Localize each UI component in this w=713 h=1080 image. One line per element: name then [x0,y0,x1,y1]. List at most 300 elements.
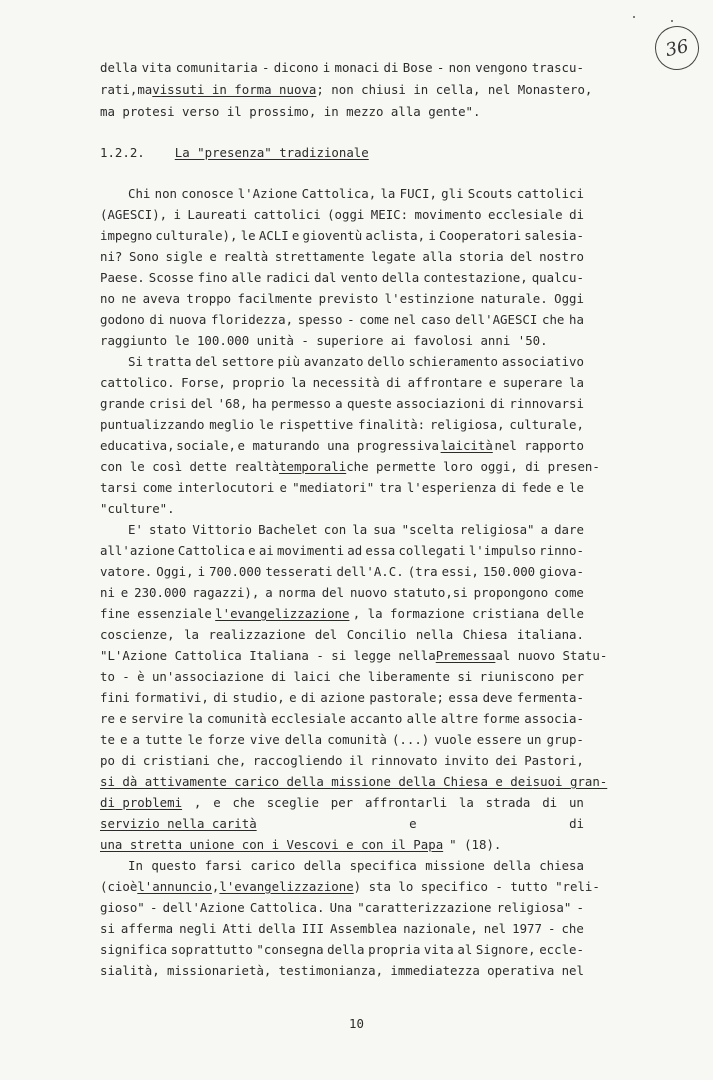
word: conosce [181,186,234,201]
word: l'impulso [468,543,536,558]
word: permesso [271,396,331,411]
word: grup- [546,732,584,747]
word: pastorale; [369,690,444,705]
scan-speck [671,20,673,22]
word: immediatezza [390,963,480,978]
word: la [187,711,203,726]
word: essa [448,690,479,705]
word: Cattolica, [301,186,377,201]
text-segment: sociale, [176,438,236,453]
text-segment: , [211,879,220,894]
scan-speck [633,16,635,18]
text-line [100,541,584,561]
word: salesia- [524,228,584,243]
word: del [195,354,218,369]
word: si [457,669,473,684]
word: di [149,312,165,327]
word: FUCI, [399,186,437,201]
text-segment: che [232,795,255,810]
word: sialità, [100,963,160,978]
word: Bose [402,60,433,75]
word: più [277,354,300,369]
text-segment: di [569,816,584,831]
word: cristiani [142,753,211,768]
word: fermenta- [516,690,584,705]
word: a [540,522,549,537]
word: comunità [207,711,267,726]
word: strettamente [274,249,365,264]
word: contestazione, [423,270,528,285]
word: liberamente [367,669,450,684]
word: altre [440,711,479,726]
word: vento [340,270,378,285]
text-line [100,730,584,750]
word: grande [100,396,145,411]
word: 230.000 [134,585,187,600]
text-line [100,289,584,309]
word: aveva [142,291,180,306]
underlined-phrase: temporali [279,459,347,474]
word: Assemblea [330,921,398,936]
word: gli [441,186,464,201]
word: la [380,186,396,201]
word: interlocutori [177,480,275,495]
word: rinnovarsi [509,396,584,411]
word: è [137,669,145,684]
word: radici [265,270,311,285]
word: Chi [128,186,151,201]
word: - [347,312,355,327]
word: un'associazione [151,669,264,684]
word: MEIC: [370,207,409,222]
word: nel [483,921,507,936]
text-segment: " (18). [449,837,502,852]
text-segment: con le così dette realtà [100,459,280,474]
word: cattolici [253,207,321,222]
text-line [100,793,584,813]
word: e [556,480,564,495]
text-line [128,184,584,204]
text-segment: la [458,795,474,810]
word: il [348,753,364,768]
word: 150.000 [482,564,536,579]
word: nella [415,627,454,642]
word: della [381,270,420,285]
word: gioso" [100,900,145,915]
word: tratta [146,354,192,369]
text-line [100,898,584,918]
word: vengono [475,60,528,75]
word: afferma [120,921,174,936]
text-line [100,835,584,855]
word: Si [128,354,143,369]
word: po [100,753,115,768]
text-line [100,751,584,771]
word: le [240,228,256,243]
word: le [187,732,203,747]
word: Oggi, [156,564,194,579]
word: sua [373,522,396,537]
word: godono [100,312,145,327]
word: qualcu- [531,270,584,285]
underlined-phrase: si dà attivamente carico della missione della Chiesa e dei [100,774,533,789]
word: raccogliendo [252,753,343,768]
word: del [314,627,338,642]
word: e [209,249,217,264]
word: "consegna [256,942,324,957]
word: Scosse [148,270,194,285]
word: vita [423,942,454,957]
text-line [100,562,584,582]
word: vive [249,732,280,747]
word: del [321,585,345,600]
word: di [383,60,399,75]
word: Laureati [187,207,248,222]
word: soprattutto [170,942,253,957]
word: cattolici [516,186,584,201]
word: gioventù [302,228,363,243]
word: (...) [391,732,430,747]
text-line [100,667,584,687]
word: di [213,690,229,705]
word: come [554,585,584,600]
underlined-phrase: di problemi [100,795,183,810]
text-segment: ma [137,82,153,97]
word: e [279,480,287,495]
word: azione [320,690,365,705]
word: - [576,900,584,915]
word: le [569,480,584,495]
word: religiosa" [496,900,572,915]
word: - [149,900,158,915]
word: trascu- [531,60,584,75]
text-line [100,394,584,414]
word: chiesa [539,858,584,873]
word: la [568,375,584,390]
word: ni [100,585,115,600]
word: caso [420,312,451,327]
text-segment: e maturando una progressiva [237,438,439,453]
word: Pastori, [524,753,584,768]
word: - [122,669,130,684]
word: collegati [398,543,466,558]
word: '68, [217,396,248,411]
word: Cattolica [177,543,245,558]
word: che, [216,753,247,768]
text-line [100,205,584,225]
text-segment: di [542,795,558,810]
text-line [100,102,584,122]
word: di [300,690,316,705]
word: "caratterizzazione [357,900,492,915]
underlined-phrase: l'evangelizzazione [219,879,354,894]
word: naturale. [480,291,548,306]
text-segment: , [193,795,202,810]
underlined-phrase: una stretta unione con i Vescovi e con il Papa [100,837,444,852]
word: dell'Azione [162,900,245,915]
word: laici [293,669,331,684]
word: rinno- [539,543,584,558]
word: In [128,858,143,873]
underlined-phrase: l'evangelizzazione [215,606,350,621]
word: vita [141,60,172,75]
word: religiosa" [459,522,535,537]
underlined-phrase: l'annuncio [137,879,212,894]
text-line [100,247,584,267]
word: dare [554,522,584,537]
word: ne [121,291,137,306]
word: dell'A.C. [336,564,404,579]
word: questo [151,858,197,873]
word: monaci [334,60,380,75]
section-number: 1.2.2. [100,145,145,160]
word: missione [425,858,485,873]
word: di [121,753,137,768]
word: movimento [414,207,482,222]
word: l'esperienza [406,480,497,495]
word: norma [278,585,316,600]
handwritten-page-annotation: 36 [651,22,703,74]
word: finalità: [357,417,426,432]
word: no [100,291,115,306]
word: essa [365,543,396,558]
word: Bachelet [258,522,318,537]
word: spesso [297,312,343,327]
word: e [291,228,300,243]
text-line [100,478,584,498]
word: settore [221,354,274,369]
word: a [132,732,141,747]
word: negli [179,921,217,936]
word: e [119,711,127,726]
word: ecclesiale [488,207,563,222]
text-line [100,877,600,897]
word: Oggi [554,291,584,306]
word: Paese. [100,270,145,285]
word: realizzazione [208,627,306,642]
word: e [120,585,129,600]
word: - [262,60,270,75]
word: Una [329,900,353,915]
word: 1977 [512,921,542,936]
text-line [100,688,584,708]
word: crisi [149,396,187,411]
text-line [100,709,584,729]
underlined-phrase: servizio nella carità [100,816,257,831]
word: del [510,249,533,264]
text-segment: ; non chiusi in cella, nel Monastero, [316,82,593,97]
word: un [526,732,542,747]
text-line [100,919,584,939]
underlined-phrase: laicità [440,438,493,453]
word: della [327,942,365,957]
word: legate [370,249,416,264]
text-line [128,856,584,876]
word: alle [406,711,437,726]
word: re [100,711,115,726]
text-line [100,499,584,519]
word: per [561,669,584,684]
text-segment: che permette loro oggi, di presen- [346,459,600,474]
word: di [271,669,287,684]
word: di [501,480,517,495]
word: sigle [165,249,203,264]
word: la [184,627,199,642]
word: dal [314,270,337,285]
word: fini [100,690,130,705]
text-line [100,814,584,834]
word: i [197,564,206,579]
word: a [335,396,343,411]
word: riuniscono [479,669,555,684]
word: operativa [487,963,555,978]
word: meglio [209,417,255,432]
word: realtà [223,249,269,264]
word: associativo [501,354,584,369]
word: associazioni [396,396,486,411]
text-line [100,58,584,78]
text-line [100,373,584,393]
word: i [173,207,182,222]
word: nuovo [349,585,388,600]
text-segment: e [213,795,221,810]
text-line [100,961,584,981]
word: vuole [434,732,472,747]
word: ai [258,543,274,558]
word: formativi, [134,690,209,705]
word: della [258,921,296,936]
word: ACLI [258,228,289,243]
word: missionarietà, [166,963,272,978]
word: alla [422,249,453,264]
word: e [248,543,256,558]
word: impegno [100,228,153,243]
text-segment: al nuovo Statu- [495,648,608,663]
text-segment: nel rapporto [494,438,584,453]
word: nostro [539,249,584,264]
word: vatore. [100,564,153,579]
word: (tra [407,564,438,579]
word: affrontare [407,375,483,390]
word: italiana. [516,627,584,642]
text-line [100,457,600,477]
word: come [142,480,173,495]
word: della [303,858,342,873]
word: del [190,396,214,411]
text-segment: sceglie [266,795,319,810]
word: nel [393,312,417,327]
word: nazionale, [403,921,478,936]
word: stato [148,522,187,537]
word: Signore, [475,942,536,957]
underlined-phrase: suoi gran- [532,774,608,789]
word: l'Azione [237,186,298,201]
word: invito [444,753,489,768]
word: alle [231,270,262,285]
word: ragazzi), [192,585,260,600]
word: nuova [169,312,207,327]
word: di [569,207,584,222]
word: della [100,60,138,75]
word: non [154,186,178,201]
text-segment: e [409,816,417,831]
word: propongono [473,585,549,600]
text-segment: "culture". [100,501,175,516]
word: coscienze, [100,627,175,642]
word: le [258,417,274,432]
word: i [322,60,331,75]
text-line [100,80,593,100]
text-segment: ma protesi verso il prossimo, in mezzo alla gente". [100,104,481,119]
word: necessità [312,375,380,390]
word: Chiesa [462,627,508,642]
word: servire [131,711,184,726]
text-line [100,940,584,960]
word: della [493,858,531,873]
text-segment: (cioè [100,879,138,894]
word: ni? [100,249,123,264]
word: essi, [441,564,479,579]
word: l'estinzione [384,291,475,306]
text-line [100,625,584,645]
word: schieramento [408,354,499,369]
word: rinnovato [370,753,438,768]
text-line [100,310,584,330]
word: ha [569,312,584,327]
text-segment: strada [485,795,531,810]
word: Forse, [181,375,226,390]
word: comunitaria [175,60,258,75]
word: queste [347,396,392,411]
text-segment: raggiunto le 100.000 unità - superiore ai favolosi anni '50. [100,333,548,348]
text-line [100,331,584,351]
word: tesserati [265,564,333,579]
word: rispettive [278,417,354,432]
word: testimonianza, [278,963,384,978]
section-title: La "presenza" tradizionale [174,145,369,160]
word: aclista, [365,228,426,243]
word: della [284,732,323,747]
word: dicono [273,60,319,75]
text-segment: per [330,795,354,810]
word: nel [561,963,584,978]
word: la [352,522,368,537]
word: Concilio [346,627,407,642]
word: deve [482,690,513,705]
word: Sono [129,249,159,264]
text-segment: rati, [100,82,138,97]
word: fede [521,480,552,495]
text-line [100,226,584,246]
word: che [542,312,565,327]
text-line [100,583,584,603]
word: significa [100,942,168,957]
word: che [561,921,584,936]
text-segment: ) sta lo specifico - tutto "reli- [353,879,600,894]
word: essere [476,732,522,747]
word: si [100,921,115,936]
text-line [128,352,584,372]
word: come [359,312,390,327]
word: movimenti [276,543,345,558]
word: "mediatori" [292,480,375,495]
word: puntualizzando [100,417,205,432]
text-line [100,604,584,624]
word: Cooperatori [438,228,522,243]
word: dello [367,354,405,369]
word: forze [207,732,245,747]
word: i [428,228,436,243]
